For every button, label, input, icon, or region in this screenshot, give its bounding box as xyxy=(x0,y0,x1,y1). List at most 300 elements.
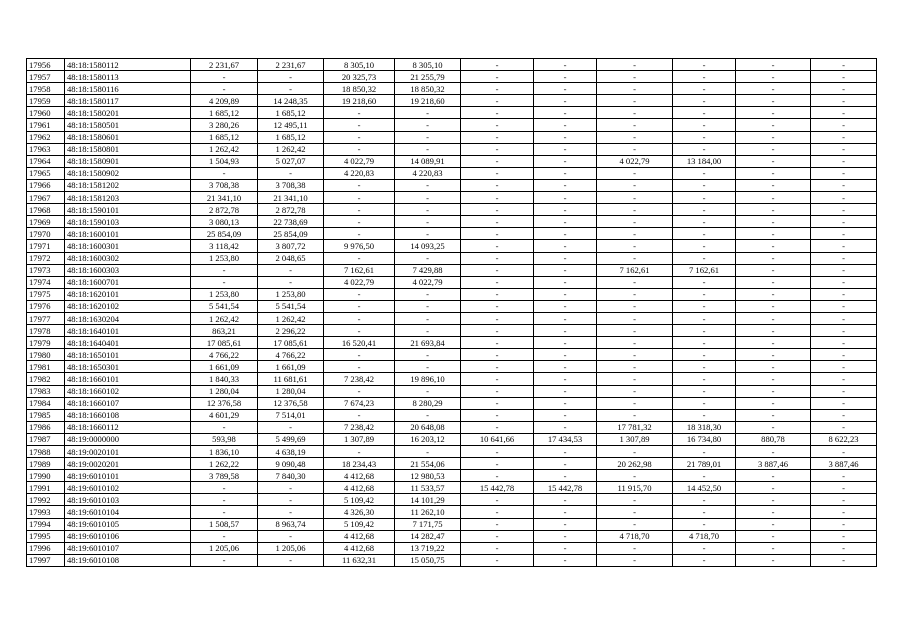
value-cell: 1 685,12 xyxy=(258,131,324,143)
value-cell: - xyxy=(597,95,673,107)
value-cell: - xyxy=(461,506,534,518)
value-cell: - xyxy=(324,300,395,312)
value-cell: - xyxy=(736,71,811,83)
value-cell: - xyxy=(461,337,534,349)
value-cell: - xyxy=(258,421,324,433)
value-cell: 3 280,26 xyxy=(191,119,258,131)
value-cell: - xyxy=(597,228,673,240)
value-cell: - xyxy=(673,252,736,264)
value-cell: - xyxy=(811,554,877,566)
row-number-cell: 17991 xyxy=(27,482,65,494)
value-cell: - xyxy=(395,312,461,324)
table-row xyxy=(27,300,877,312)
cadastral-code-cell: 48:18:1580801 xyxy=(65,143,191,155)
value-cell: - xyxy=(461,542,534,554)
row-number-cell: 17996 xyxy=(27,542,65,554)
value-cell: - xyxy=(673,542,736,554)
value-cell: - xyxy=(395,252,461,264)
table-row xyxy=(27,240,877,252)
value-cell: 16 734,80 xyxy=(673,433,736,445)
value-cell: 7 162,61 xyxy=(324,264,395,276)
cadastral-code-cell: 48:19:6010108 xyxy=(65,554,191,566)
table-row xyxy=(27,264,877,276)
value-cell: 4 412,68 xyxy=(324,470,395,482)
value-cell: - xyxy=(534,143,597,155)
value-cell: 8 305,10 xyxy=(324,59,395,71)
table-row xyxy=(27,446,877,458)
value-cell: - xyxy=(736,276,811,288)
value-cell: - xyxy=(673,446,736,458)
value-cell: 3 708,38 xyxy=(258,179,324,191)
value-cell: 2 872,78 xyxy=(191,204,258,216)
row-number-cell: 17965 xyxy=(27,167,65,179)
value-cell: - xyxy=(673,397,736,409)
value-cell: 17 085,61 xyxy=(258,337,324,349)
value-cell: 12 980,53 xyxy=(395,470,461,482)
value-cell: - xyxy=(461,361,534,373)
value-cell: - xyxy=(811,59,877,71)
cadastral-code-cell: 48:18:1660101 xyxy=(65,373,191,385)
value-cell: - xyxy=(534,288,597,300)
value-cell: - xyxy=(811,506,877,518)
value-cell: 11 681,61 xyxy=(258,373,324,385)
value-cell: - xyxy=(324,107,395,119)
value-cell: - xyxy=(461,349,534,361)
value-cell: 4 718,70 xyxy=(673,530,736,542)
value-cell: - xyxy=(811,361,877,373)
value-cell: - xyxy=(736,312,811,324)
value-cell: - xyxy=(324,325,395,337)
value-cell: - xyxy=(258,530,324,542)
value-cell: - xyxy=(258,71,324,83)
table-row xyxy=(27,361,877,373)
value-cell: - xyxy=(597,252,673,264)
value-cell: 1 262,22 xyxy=(191,458,258,470)
row-number-cell: 17968 xyxy=(27,204,65,216)
row-number-cell: 17987 xyxy=(27,433,65,445)
value-cell: - xyxy=(534,337,597,349)
value-cell: - xyxy=(673,119,736,131)
value-cell: 1 205,06 xyxy=(191,542,258,554)
value-cell: - xyxy=(597,143,673,155)
row-number-cell: 17972 xyxy=(27,252,65,264)
value-cell: 2 872,78 xyxy=(258,204,324,216)
value-cell: 11 262,10 xyxy=(395,506,461,518)
value-cell: - xyxy=(673,409,736,421)
value-cell: - xyxy=(534,470,597,482)
row-number-cell: 17994 xyxy=(27,518,65,530)
value-cell: - xyxy=(597,192,673,204)
value-cell: - xyxy=(534,107,597,119)
value-cell: 1 253,80 xyxy=(191,252,258,264)
cadastral-code-cell: 48:18:1590101 xyxy=(65,204,191,216)
value-cell: - xyxy=(736,494,811,506)
table-row xyxy=(27,554,877,566)
value-cell: - xyxy=(534,216,597,228)
value-cell: 21 341,10 xyxy=(191,192,258,204)
table-row xyxy=(27,373,877,385)
value-cell: - xyxy=(461,409,534,421)
value-cell: 1 840,33 xyxy=(191,373,258,385)
data-table xyxy=(26,58,877,567)
table-row xyxy=(27,397,877,409)
value-cell: 4 326,30 xyxy=(324,506,395,518)
value-cell: - xyxy=(811,107,877,119)
value-cell: 15 442,78 xyxy=(534,482,597,494)
table-row xyxy=(27,421,877,433)
value-cell: - xyxy=(534,373,597,385)
cadastral-code-cell: 48:19:6010103 xyxy=(65,494,191,506)
value-cell: 1 205,06 xyxy=(258,542,324,554)
value-cell: - xyxy=(324,385,395,397)
value-cell: - xyxy=(461,325,534,337)
value-cell: - xyxy=(461,276,534,288)
value-cell: - xyxy=(736,192,811,204)
value-cell: - xyxy=(736,325,811,337)
value-cell: - xyxy=(736,240,811,252)
value-cell: - xyxy=(811,264,877,276)
value-cell: 20 325,73 xyxy=(324,71,395,83)
value-cell: 3 708,38 xyxy=(191,179,258,191)
value-cell: - xyxy=(461,131,534,143)
value-cell: - xyxy=(258,554,324,566)
value-cell: - xyxy=(811,446,877,458)
row-number-cell: 17959 xyxy=(27,95,65,107)
value-cell: - xyxy=(461,470,534,482)
value-cell: - xyxy=(811,119,877,131)
value-cell: - xyxy=(811,373,877,385)
value-cell: - xyxy=(461,167,534,179)
value-cell: - xyxy=(191,276,258,288)
table-row xyxy=(27,95,877,107)
value-cell: - xyxy=(395,288,461,300)
value-cell: 1 307,89 xyxy=(597,433,673,445)
cadastral-code-cell: 48:18:1590103 xyxy=(65,216,191,228)
value-cell: - xyxy=(597,542,673,554)
table-row xyxy=(27,179,877,191)
row-number-cell: 17979 xyxy=(27,337,65,349)
value-cell: - xyxy=(534,554,597,566)
value-cell: 4 766,22 xyxy=(191,349,258,361)
cadastral-code-cell: 48:19:6010105 xyxy=(65,518,191,530)
row-number-cell: 17975 xyxy=(27,288,65,300)
value-cell: - xyxy=(736,482,811,494)
value-cell: 17 434,53 xyxy=(534,433,597,445)
table-row xyxy=(27,167,877,179)
value-cell: - xyxy=(324,192,395,204)
value-cell: - xyxy=(736,216,811,228)
row-number-cell: 17971 xyxy=(27,240,65,252)
table-row xyxy=(27,494,877,506)
value-cell: - xyxy=(811,167,877,179)
value-cell: - xyxy=(673,131,736,143)
value-cell: 7 674,23 xyxy=(324,397,395,409)
row-number-cell: 17982 xyxy=(27,373,65,385)
value-cell: - xyxy=(736,470,811,482)
cadastral-code-cell: 48:18:1600302 xyxy=(65,252,191,264)
value-cell: 14 452,50 xyxy=(673,482,736,494)
table-row xyxy=(27,470,877,482)
value-cell: - xyxy=(324,216,395,228)
row-number-cell: 17980 xyxy=(27,349,65,361)
cadastral-code-cell: 48:18:1581203 xyxy=(65,192,191,204)
value-cell: - xyxy=(673,107,736,119)
value-cell: - xyxy=(461,192,534,204)
row-number-cell: 17970 xyxy=(27,228,65,240)
value-cell: - xyxy=(534,167,597,179)
value-cell: - xyxy=(395,361,461,373)
value-cell: - xyxy=(597,131,673,143)
value-cell: - xyxy=(597,409,673,421)
value-cell: - xyxy=(811,312,877,324)
value-cell: - xyxy=(736,167,811,179)
value-cell: - xyxy=(736,506,811,518)
value-cell: 4 022,79 xyxy=(597,155,673,167)
row-number-cell: 17964 xyxy=(27,155,65,167)
value-cell: 1 836,10 xyxy=(191,446,258,458)
value-cell: - xyxy=(534,240,597,252)
value-cell: - xyxy=(736,95,811,107)
value-cell: - xyxy=(811,518,877,530)
value-cell: - xyxy=(811,349,877,361)
value-cell: 5 541,54 xyxy=(258,300,324,312)
value-cell: - xyxy=(736,385,811,397)
value-cell: - xyxy=(534,542,597,554)
value-cell: 7 238,42 xyxy=(324,421,395,433)
value-cell: - xyxy=(324,228,395,240)
cadastral-code-cell: 48:18:1660107 xyxy=(65,397,191,409)
value-cell: - xyxy=(673,179,736,191)
value-cell: 14 282,47 xyxy=(395,530,461,542)
value-cell: 5 541,54 xyxy=(191,300,258,312)
value-cell: - xyxy=(461,288,534,300)
value-cell: - xyxy=(461,421,534,433)
value-cell: - xyxy=(736,288,811,300)
value-cell: - xyxy=(534,506,597,518)
table-row xyxy=(27,204,877,216)
value-cell: - xyxy=(461,494,534,506)
value-cell: 7 514,01 xyxy=(258,409,324,421)
table-row xyxy=(27,433,877,445)
value-cell: 12 376,58 xyxy=(258,397,324,409)
value-cell: - xyxy=(673,361,736,373)
value-cell: 19 218,60 xyxy=(395,95,461,107)
table-row xyxy=(27,143,877,155)
table-row xyxy=(27,385,877,397)
value-cell: - xyxy=(461,155,534,167)
cadastral-code-cell: 48:18:1600301 xyxy=(65,240,191,252)
value-cell: - xyxy=(597,349,673,361)
row-number-cell: 17956 xyxy=(27,59,65,71)
value-cell: - xyxy=(597,83,673,95)
value-cell: - xyxy=(736,349,811,361)
cadastral-code-cell: 48:18:1620102 xyxy=(65,300,191,312)
value-cell: - xyxy=(811,470,877,482)
value-cell: - xyxy=(534,179,597,191)
value-cell: - xyxy=(811,216,877,228)
value-cell: - xyxy=(811,421,877,433)
value-cell: - xyxy=(324,409,395,421)
row-number-cell: 17990 xyxy=(27,470,65,482)
value-cell: - xyxy=(811,337,877,349)
cadastral-code-cell: 48:18:1660102 xyxy=(65,385,191,397)
table-row xyxy=(27,276,877,288)
value-cell: - xyxy=(534,494,597,506)
value-cell: - xyxy=(395,446,461,458)
value-cell: - xyxy=(673,470,736,482)
value-cell: 14 248,35 xyxy=(258,95,324,107)
value-cell: - xyxy=(736,554,811,566)
row-number-cell: 17958 xyxy=(27,83,65,95)
value-cell: 15 050,75 xyxy=(395,554,461,566)
value-cell: 22 738,69 xyxy=(258,216,324,228)
value-cell: - xyxy=(673,385,736,397)
value-cell: - xyxy=(597,300,673,312)
value-cell: 7 171,75 xyxy=(395,518,461,530)
value-cell: - xyxy=(395,409,461,421)
value-cell: - xyxy=(673,337,736,349)
value-cell: - xyxy=(673,373,736,385)
value-cell: - xyxy=(258,482,324,494)
value-cell: 11 915,70 xyxy=(597,482,673,494)
row-number-cell: 17989 xyxy=(27,458,65,470)
value-cell: - xyxy=(811,143,877,155)
value-cell: - xyxy=(395,131,461,143)
value-cell: - xyxy=(461,518,534,530)
value-cell: - xyxy=(324,131,395,143)
value-cell: - xyxy=(461,119,534,131)
value-cell: - xyxy=(673,240,736,252)
value-cell: - xyxy=(534,83,597,95)
value-cell: - xyxy=(395,228,461,240)
value-cell: - xyxy=(673,506,736,518)
cadastral-code-cell: 48:18:1650301 xyxy=(65,361,191,373)
cadastral-code-cell: 48:18:1580501 xyxy=(65,119,191,131)
value-cell: - xyxy=(534,385,597,397)
cadastral-code-cell: 48:18:1640101 xyxy=(65,325,191,337)
value-cell: - xyxy=(597,506,673,518)
cadastral-code-cell: 48:18:1580201 xyxy=(65,107,191,119)
cadastral-code-cell: 48:19:0020201 xyxy=(65,458,191,470)
value-cell: 2 231,67 xyxy=(258,59,324,71)
value-cell: - xyxy=(736,542,811,554)
value-cell: 12 376,58 xyxy=(191,397,258,409)
value-cell: - xyxy=(811,288,877,300)
value-cell: 14 089,91 xyxy=(395,155,461,167)
value-cell: - xyxy=(673,276,736,288)
value-cell: - xyxy=(736,107,811,119)
value-cell: - xyxy=(461,95,534,107)
value-cell: - xyxy=(324,119,395,131)
cadastral-code-cell: 48:18:1660112 xyxy=(65,421,191,433)
value-cell: 17 085,61 xyxy=(191,337,258,349)
value-cell: - xyxy=(811,131,877,143)
value-cell: - xyxy=(811,325,877,337)
row-number-cell: 17978 xyxy=(27,325,65,337)
value-cell: - xyxy=(258,264,324,276)
value-cell: 5 109,42 xyxy=(324,494,395,506)
value-cell: - xyxy=(324,312,395,324)
value-cell: - xyxy=(534,192,597,204)
value-cell: 13 184,00 xyxy=(673,155,736,167)
value-cell: - xyxy=(461,446,534,458)
table-row xyxy=(27,131,877,143)
value-cell: - xyxy=(461,228,534,240)
value-cell: - xyxy=(534,228,597,240)
value-cell: - xyxy=(597,71,673,83)
value-cell: - xyxy=(811,83,877,95)
row-number-cell: 17960 xyxy=(27,107,65,119)
value-cell: - xyxy=(597,276,673,288)
cadastral-code-cell: 48:19:6010106 xyxy=(65,530,191,542)
value-cell: - xyxy=(534,361,597,373)
value-cell: - xyxy=(461,59,534,71)
row-number-cell: 17995 xyxy=(27,530,65,542)
value-cell: - xyxy=(736,204,811,216)
value-cell: 1 253,80 xyxy=(258,288,324,300)
value-cell: - xyxy=(736,446,811,458)
value-cell: 8 305,10 xyxy=(395,59,461,71)
table-row xyxy=(27,409,877,421)
value-cell: - xyxy=(534,131,597,143)
value-cell: - xyxy=(324,252,395,264)
value-cell: - xyxy=(534,119,597,131)
value-cell: - xyxy=(673,300,736,312)
cadastral-code-cell: 48:18:1650101 xyxy=(65,349,191,361)
cadastral-code-cell: 48:18:1640401 xyxy=(65,337,191,349)
value-cell: - xyxy=(534,95,597,107)
cadastral-code-cell: 48:18:1580117 xyxy=(65,95,191,107)
value-cell: 18 318,30 xyxy=(673,421,736,433)
value-cell: - xyxy=(191,554,258,566)
value-cell: - xyxy=(597,312,673,324)
value-cell: - xyxy=(461,83,534,95)
value-cell: - xyxy=(811,71,877,83)
value-cell: - xyxy=(597,216,673,228)
value-cell: 16 520,41 xyxy=(324,337,395,349)
value-cell: 18 850,32 xyxy=(395,83,461,95)
value-cell: 1 262,42 xyxy=(258,312,324,324)
value-cell: - xyxy=(461,554,534,566)
value-cell: - xyxy=(811,385,877,397)
value-cell: - xyxy=(258,506,324,518)
value-cell: - xyxy=(461,264,534,276)
table-row xyxy=(27,518,877,530)
value-cell: - xyxy=(811,409,877,421)
value-cell: 1 253,80 xyxy=(191,288,258,300)
value-cell: - xyxy=(736,397,811,409)
value-cell: 11 533,57 xyxy=(395,482,461,494)
table-row xyxy=(27,530,877,542)
table-row xyxy=(27,83,877,95)
value-cell: - xyxy=(736,119,811,131)
value-cell: 593,98 xyxy=(191,433,258,445)
value-cell: - xyxy=(324,446,395,458)
value-cell: - xyxy=(324,179,395,191)
value-cell: - xyxy=(811,179,877,191)
value-cell: 9 090,48 xyxy=(258,458,324,470)
value-cell: - xyxy=(461,240,534,252)
value-cell: - xyxy=(534,204,597,216)
value-cell: - xyxy=(461,252,534,264)
row-number-cell: 17984 xyxy=(27,397,65,409)
value-cell: - xyxy=(534,397,597,409)
value-cell: - xyxy=(736,131,811,143)
value-cell: - xyxy=(534,300,597,312)
value-cell: - xyxy=(258,167,324,179)
value-cell: 3 807,72 xyxy=(258,240,324,252)
value-cell: 7 162,61 xyxy=(597,264,673,276)
